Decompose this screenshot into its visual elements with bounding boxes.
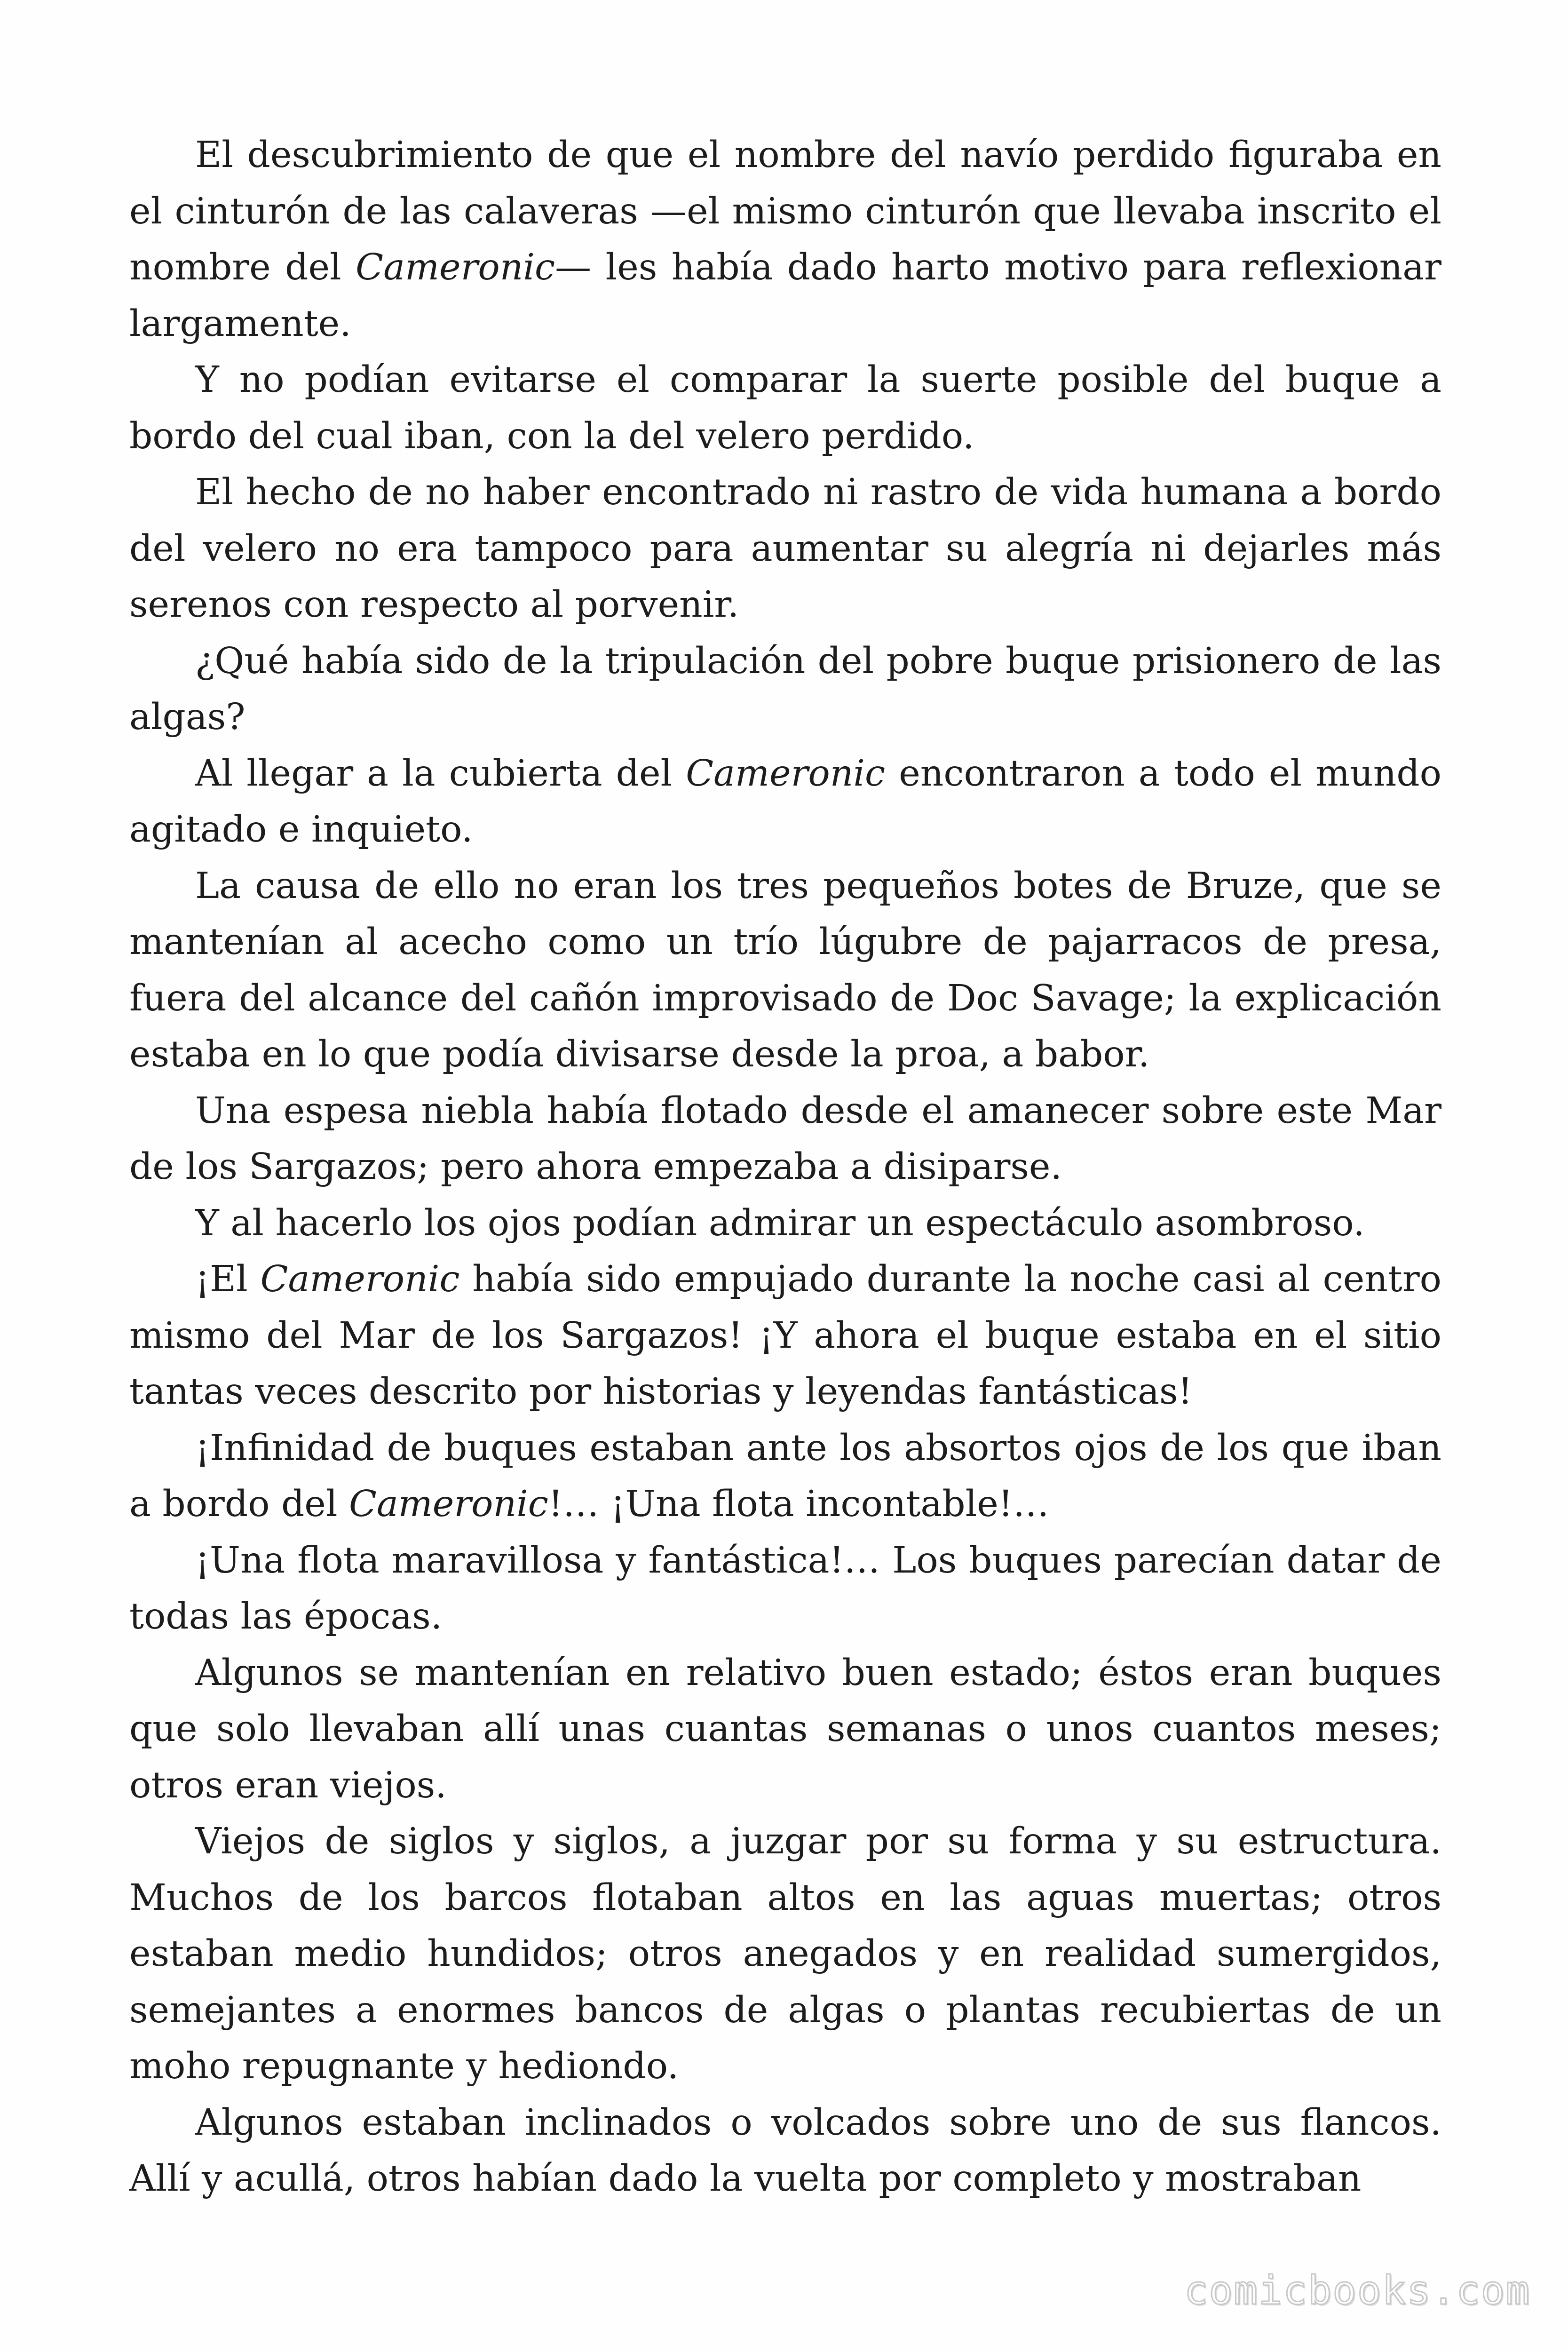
text-run: encontraron a todo el mundo agitado e inquieto. xyxy=(129,752,1441,850)
paragraph xyxy=(129,746,1441,858)
text-run: ¡El xyxy=(195,1258,261,1300)
paragraph xyxy=(129,127,1441,352)
text-run: !… ¡Una flota incontable!… xyxy=(548,1483,1049,1525)
paragraph xyxy=(129,1083,1441,1195)
italic-text: Cameronic xyxy=(348,1483,548,1525)
text-run: Viejos de siglos y siglos, a juzgar por su forma y su estructura. Muchos de los barcos flotaban altos en las aguas muertas; otros estaban medio hundidos; otros anegados y en realidad sumergidos, semejantes a enormes bancos de algas o plantas recubiertas de un moho repugnante y hediondo. xyxy=(129,1820,1441,2087)
text-run: ¡Una flota maravillosa y fantástica!… Los buques parecían datar de todas las épocas. xyxy=(129,1539,1441,1637)
text-run: había sido empujado durante la noche casi al centro mismo del Mar de los Sargazos! ¡Y ahora el buque estaba en el sitio tantas veces descrito por historias y leyendas fantásticas! xyxy=(129,1258,1441,1413)
paragraph xyxy=(129,1251,1441,1420)
paragraph xyxy=(129,352,1441,464)
paragraph xyxy=(129,1813,1441,2095)
text-run: El descubrimiento de que el nombre del navío perdido figuraba en el cinturón de las calaveras —el mismo cinturón que llevaba inscrito el nombre del xyxy=(129,134,1441,288)
text-run: Y al hacerlo los ojos podían admirar un espectáculo asombroso. xyxy=(195,1202,1365,1244)
italic-text: Cameronic xyxy=(260,1258,460,1300)
text-run: Al llegar a la cubierta del xyxy=(195,752,686,795)
text-run: El hecho de no haber encontrado ni rastro de vida humana a bordo del velero no era tampoco para aumentar su alegría ni dejarles más serenos con respecto al porvenir. xyxy=(129,471,1441,626)
text-run: ¿Qué había sido de la tripulación del pobre buque prisionero de las algas? xyxy=(129,640,1441,738)
paragraph xyxy=(129,1195,1441,1252)
text-run: Y no podían evitarse el comparar la suerte posible del buque a bordo del cual iban, con la del velero perdido. xyxy=(129,359,1441,457)
text-run: Algunos estaban inclinados o volcados sobre uno de sus flancos. Allí y acullá, otros habían dado la vuelta por completo y mostraban xyxy=(129,2101,1441,2200)
text-run: La causa de ello no eran los tres pequeños botes de Bruze, que se mantenían al acecho como un trío lúgubre de pajarracos de presa, fuera del alcance del cañón improvisado de Doc Savage; la explicación estaba en lo que podía divisarse desde la proa, a babor. xyxy=(129,865,1441,1075)
paragraph xyxy=(129,2095,1441,2207)
italic-text: Cameronic xyxy=(686,752,886,795)
paragraph xyxy=(129,1533,1441,1645)
paragraph xyxy=(129,633,1441,746)
text-run: Una espesa niebla había flotado desde el amanecer sobre este Mar de los Sargazos; pero ahora empezaba a disiparse. xyxy=(129,1089,1441,1188)
watermark: comicbooks.com xyxy=(1184,2267,1530,2313)
paragraph xyxy=(129,464,1441,633)
text-run: — les había dado harto motivo para reflexionar largamente. xyxy=(129,246,1441,345)
paragraph xyxy=(129,858,1441,1083)
text-run: ¡Infinidad de buques estaban ante los absortos ojos de los que iban a bordo del xyxy=(129,1427,1441,1525)
paragraph xyxy=(129,1420,1441,1533)
body-text xyxy=(129,127,1441,2207)
paragraph xyxy=(129,1645,1441,1814)
italic-text: Cameronic xyxy=(356,246,555,288)
text-run: Algunos se mantenían en relativo buen estado; éstos eran buques que solo llevaban allí unas cuantas semanas o unos cuantos meses; otros eran viejos. xyxy=(129,1652,1441,1806)
